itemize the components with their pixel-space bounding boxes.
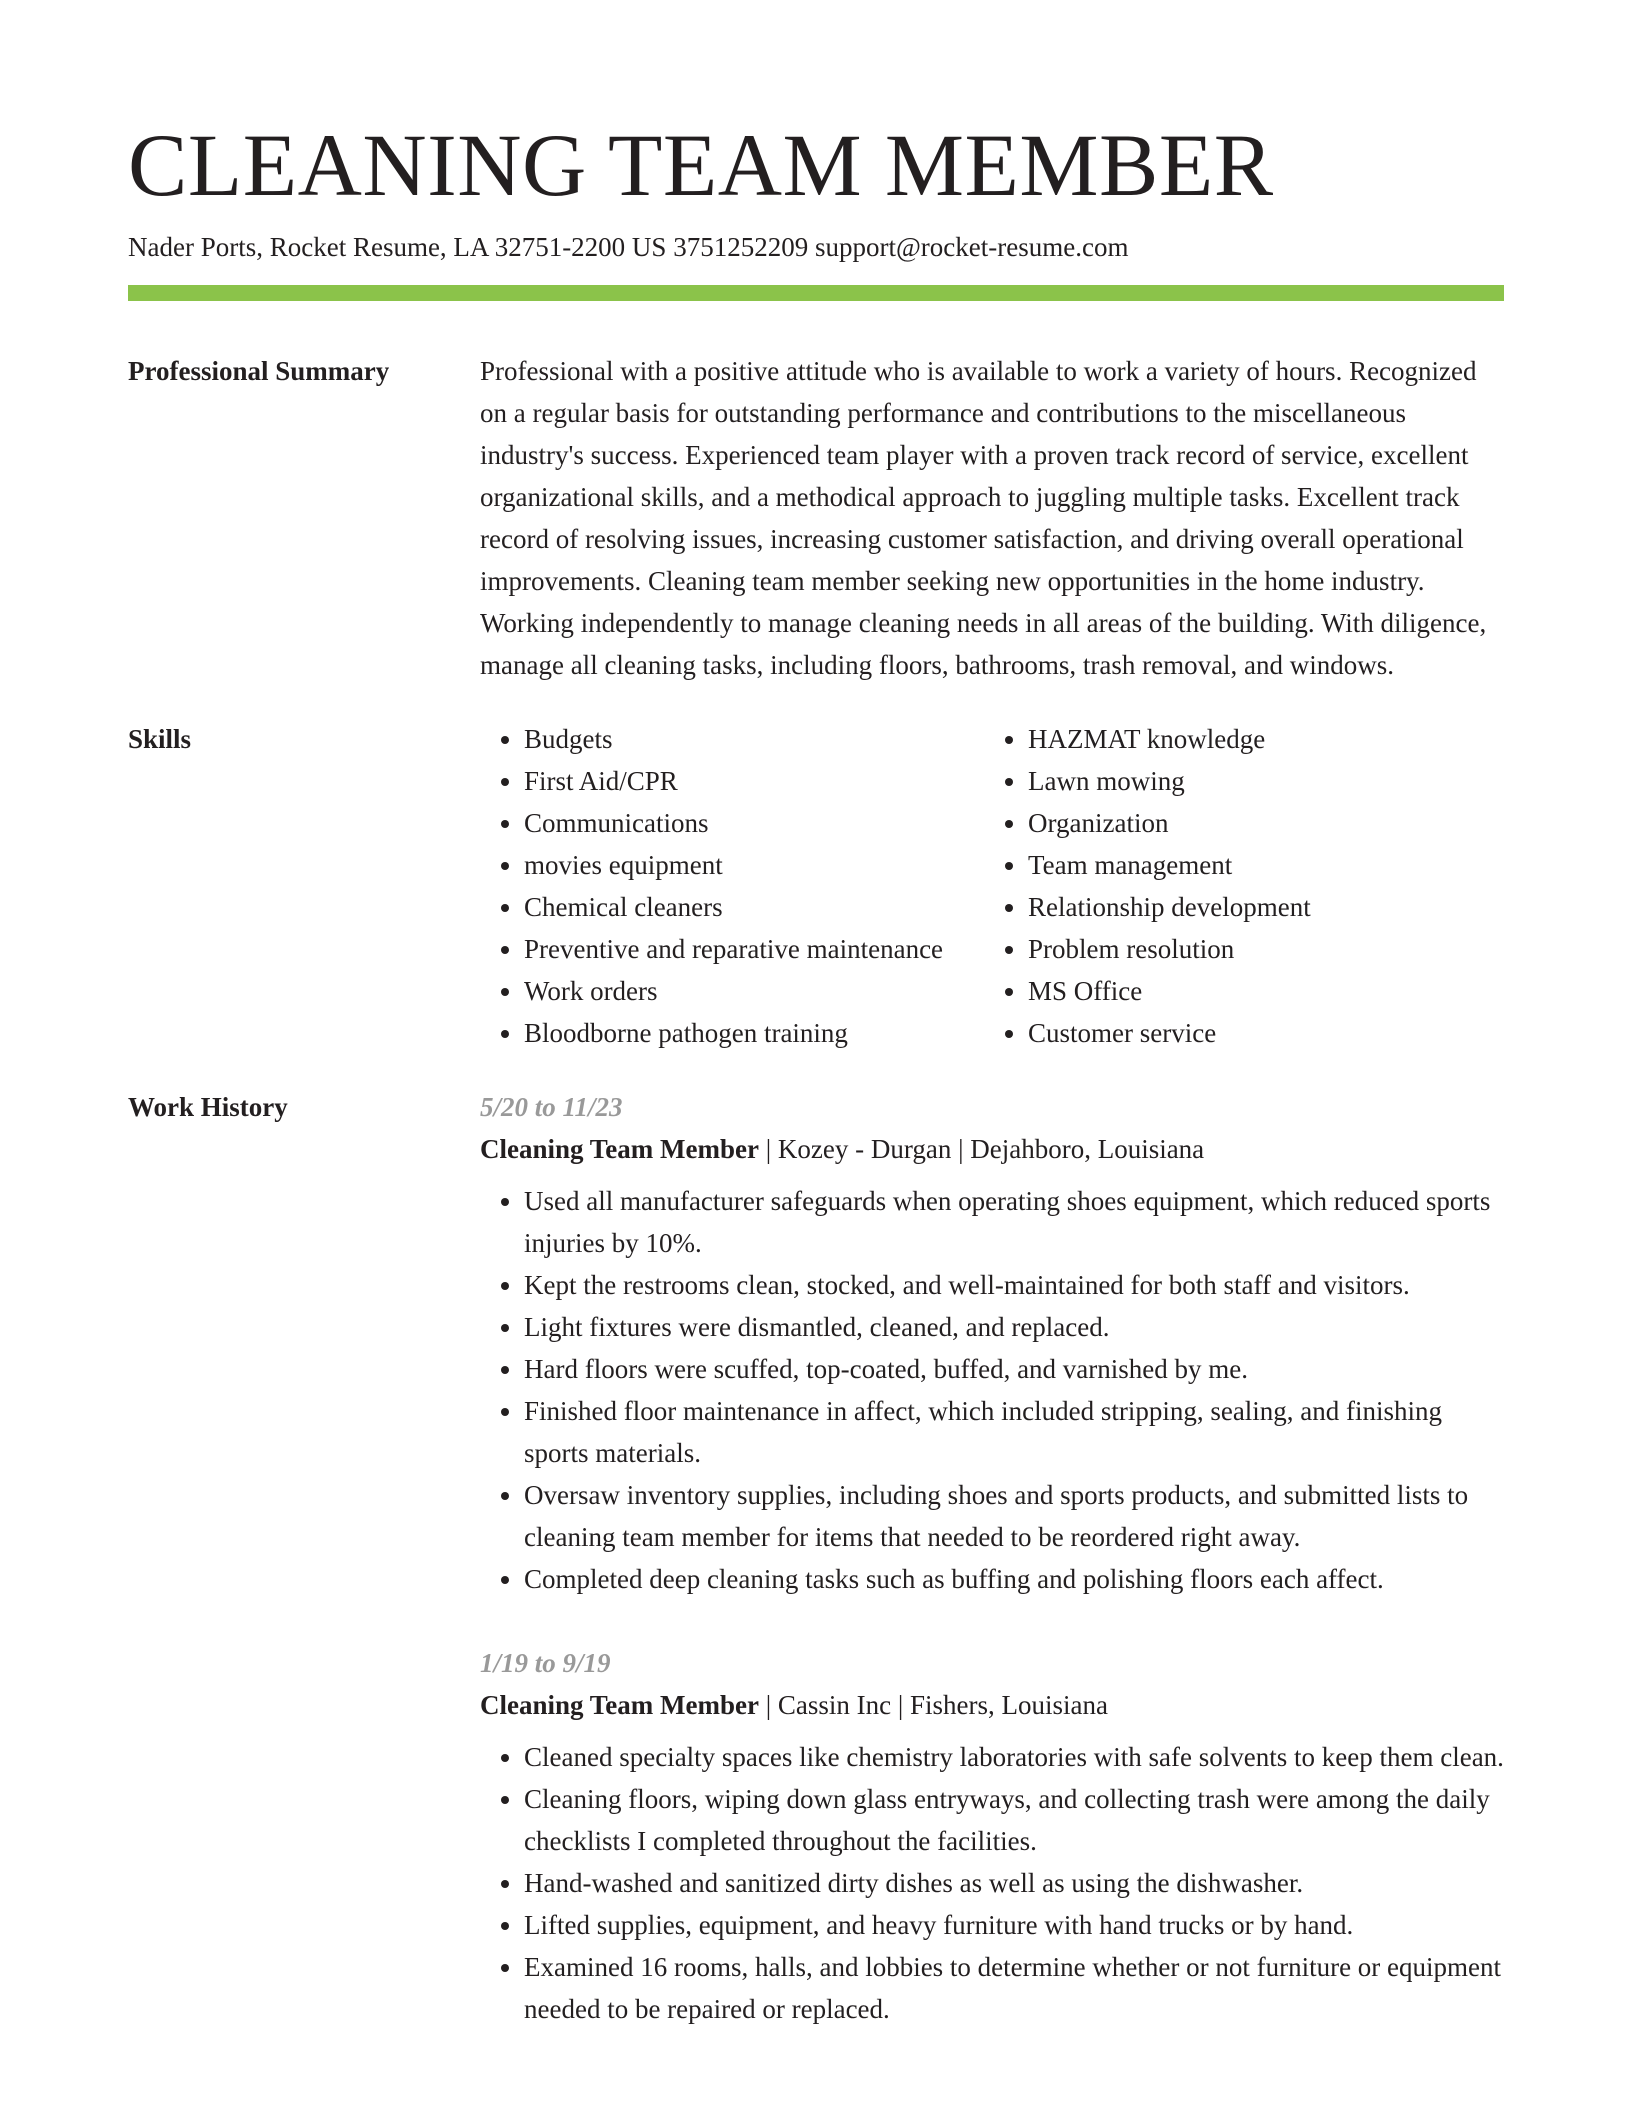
job-bullet: • Completed deep cleaning tasks such as buffing and polishing floors each affect. [524,1558,1504,1600]
skill-item: • Lawn mowing [1028,760,1488,802]
job-bullet: • Hard floors were scuffed, top-coated, buffed, and varnished by me. [524,1348,1504,1390]
job-title: Cleaning Team Member [480,1134,759,1164]
job-entry [480,1642,1504,2030]
skill-item: • Communications [524,802,984,844]
job-bullets [480,1736,1504,2030]
job-bullet: • Kept the restrooms clean, stocked, and well-maintained for both staff and visitors. [524,1264,1504,1306]
section-body [480,1086,1504,2030]
section-label: Work History [128,1092,288,1122]
job-title: Cleaning Team Member [480,1690,759,1720]
contact-line: Nader Ports, Rocket Resume, LA 32751-2200 US 3751252209 support@rocket-resume.com [128,232,1129,262]
skill-item: • Team management [1028,844,1488,886]
job-bullet: • Lifted supplies, equipment, and heavy furniture with hand trucks or by hand. [524,1904,1504,1946]
skill-item: • Bloodborne pathogen training [524,1012,984,1054]
job-bullet: • Used all manufacturer safeguards when operating shoes equipment, which reduced sports injuries by 10%. [524,1180,1504,1264]
skill-item: • Organization [1028,802,1488,844]
job-bullet: • Light fixtures were dismantled, cleaned, and replaced. [524,1306,1504,1348]
job-dates: 5/20 to 11/23 [480,1092,623,1122]
skills-list-left [480,718,984,1054]
job-entry [480,1086,1504,1600]
header-divider [128,285,1504,301]
job-dates: 1/19 to 9/19 [480,1648,611,1678]
section-body [480,718,1504,1054]
job-bullet: • Cleaning floors, wiping down glass entryways, and collecting trash were among the daily checklists I completed throughout the facilities. [524,1778,1504,1862]
job-bullet: • Oversaw inventory supplies, including shoes and sports products, and submitted lists to cleaning team member for items that needed to be reordered right away. [524,1474,1504,1558]
skill-item: • Problem resolution [1028,928,1488,970]
skill-item: • Customer service [1028,1012,1488,1054]
skills-columns [480,718,1504,1054]
skill-item: • Preventive and reparative maintenance [524,928,984,970]
skill-item: • MS Office [1028,970,1488,1012]
section-work-history [128,1086,1504,2030]
section-label: Skills [128,724,192,754]
job-details: | Cassin Inc | Fishers, Louisiana [758,1690,1109,1720]
skill-item: • Chemical cleaners [524,886,984,928]
job-bullets [480,1180,1504,1600]
skill-item: • movies equipment [524,844,984,886]
summary-text: Professional with a positive attitude who is available to work a variety of hours. Recognized on a regular basis for outstanding performance and contributions to the miscellaneous industry's success. Experienced team player with a proven track record of service, excellent organizational skills, and a methodical approach to juggling multiple tasks. Excellent track record of resolving issues, increasing customer satisfaction, and driving overall operational improvements. Cleaning team member seeking new opportunities in the home industry. Working independently to manage cleaning needs in all areas of the building. With diligence, manage all cleaning tasks, including floors, bathrooms, trash removal, and windows. [480,356,1487,680]
skills-list-right [984,718,1488,1054]
resume-title: CLEANING TEAM MEMBER [128,117,1274,215]
job-heading [480,1684,1504,1726]
skill-item: • First Aid/CPR [524,760,984,802]
job-bullet: • Examined 16 rooms, halls, and lobbies to determine whether or not furniture or equipment needed to be repaired or replaced. [524,1946,1504,2030]
section-label: Professional Summary [128,356,390,386]
skill-item: • Work orders [524,970,984,1012]
job-bullet: • Finished floor maintenance in affect, which included stripping, sealing, and finishing sports materials. [524,1390,1504,1474]
section-professional-summary [128,350,1504,686]
skill-item: • Relationship development [1028,886,1488,928]
job-bullet: • Hand-washed and sanitized dirty dishes as well as using the dishwasher. [524,1862,1504,1904]
skill-item: • Budgets [524,718,984,760]
section-skills [128,718,1504,1054]
job-bullet: • Cleaned specialty spaces like chemistry laboratories with safe solvents to keep them clean. [524,1736,1504,1778]
resume-content [128,350,1504,2030]
skill-item: • HAZMAT knowledge [1028,718,1488,760]
job-heading [480,1128,1504,1170]
section-body [480,350,1504,686]
job-details: | Kozey - Durgan | Dejahboro, Louisiana [758,1134,1205,1164]
